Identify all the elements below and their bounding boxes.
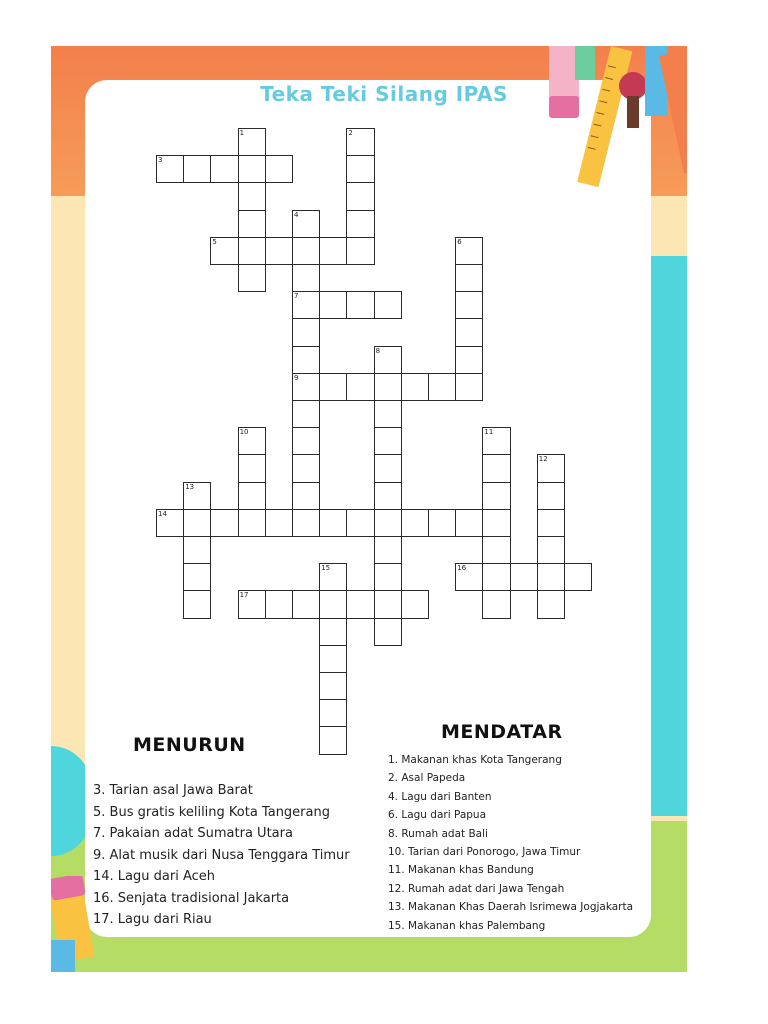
clue-item: 5. Bus gratis keliling Kota Tangerang: [93, 804, 330, 820]
grid-cell[interactable]: [183, 509, 211, 537]
grid-cell[interactable]: [482, 454, 510, 482]
clue-number: 11: [484, 428, 494, 437]
heading-mendatar: MENDATAR: [441, 721, 563, 743]
grid-cell[interactable]: [292, 346, 320, 374]
grid-cell[interactable]: [455, 346, 483, 374]
grid-cell[interactable]: [374, 563, 402, 591]
clue-number: 5: [212, 237, 217, 246]
grid-cell[interactable]: [374, 454, 402, 482]
clue-item: 16. Senjata tradisional Jakarta: [93, 890, 290, 906]
clue-number: 9: [294, 373, 299, 382]
grid-cell[interactable]: [455, 373, 483, 401]
grid-cell[interactable]: [346, 590, 374, 618]
grid-cell[interactable]: [346, 291, 374, 319]
clue-item: 14. Lagu dari Aceh: [93, 869, 215, 884]
grid-cell[interactable]: [455, 318, 483, 346]
grid-cell[interactable]: [428, 509, 456, 537]
grid-cell[interactable]: [346, 155, 374, 183]
clue-item: 15. Makanan khas Palembang: [388, 919, 546, 932]
grid-cell[interactable]: [238, 237, 266, 265]
grid-cell[interactable]: [319, 237, 347, 265]
grid-cell[interactable]: [319, 672, 347, 700]
grid-cell[interactable]: [455, 291, 483, 319]
grid-cell[interactable]: [319, 373, 347, 401]
grid-cell[interactable]: [265, 590, 293, 618]
clue-item: 9. Alat musik dari Nusa Tenggara Timur: [93, 847, 350, 863]
grid-cell[interactable]: [319, 699, 347, 727]
grid-cell[interactable]: [319, 618, 347, 646]
mendatar-clue-list: [388, 751, 633, 935]
grid-cell[interactable]: [537, 590, 565, 618]
grid-cell[interactable]: [428, 373, 456, 401]
grid-cell[interactable]: [564, 563, 592, 591]
grid-cell[interactable]: [482, 563, 510, 591]
grid-cell[interactable]: [482, 536, 510, 564]
grid-cell[interactable]: [238, 509, 266, 537]
grid-cell[interactable]: [374, 482, 402, 510]
page-title: Teka Teki Silang IPAS: [260, 82, 508, 106]
grid-cell[interactable]: [319, 291, 347, 319]
clue-item: 8. Rumah adat Bali: [388, 827, 488, 840]
grid-cell[interactable]: [537, 563, 565, 591]
grid-cell[interactable]: [292, 427, 320, 455]
grid-cell[interactable]: [374, 590, 402, 618]
clue-number: 6: [457, 237, 462, 246]
clue-number: 14: [158, 509, 167, 518]
clue-item: 1. Makanan khas Kota Tangerang: [388, 754, 562, 766]
grid-cell[interactable]: [238, 182, 266, 210]
grid-cell[interactable]: [238, 264, 266, 292]
grid-cell[interactable]: [374, 509, 402, 537]
clue-item: 7. Pakaian adat Sumatra Utara: [93, 826, 293, 841]
grid-cell[interactable]: [292, 509, 320, 537]
grid-cell[interactable]: [265, 237, 293, 265]
clue-item: 17. Lagu dari Riau: [93, 912, 212, 927]
clue-item: 11. Makanan khas Bandung: [388, 864, 534, 877]
grid-cell[interactable]: [292, 454, 320, 482]
grid-cell[interactable]: [401, 509, 429, 537]
grid-cell[interactable]: [319, 645, 347, 673]
grid-cell[interactable]: [482, 482, 510, 510]
clue-item: 10. Tarian dari Ponorogo, Jawa Timur: [388, 845, 581, 858]
grid-cell[interactable]: [401, 373, 429, 401]
clue-item: 6. Lagu dari Papua: [388, 809, 487, 822]
grid-cell[interactable]: [292, 590, 320, 618]
grid-cell[interactable]: [374, 291, 402, 319]
grid-cell[interactable]: [292, 482, 320, 510]
grid-cell[interactable]: [292, 400, 320, 428]
grid-cell[interactable]: [537, 482, 565, 510]
grid-cell[interactable]: [537, 509, 565, 537]
grid-cell[interactable]: [374, 400, 402, 428]
grid-cell[interactable]: [346, 509, 374, 537]
grid-cell[interactable]: [238, 210, 266, 238]
grid-cell[interactable]: [292, 264, 320, 292]
menurun-clue-list: [93, 780, 350, 931]
grid-cell[interactable]: [482, 509, 510, 537]
clue-number: 3: [158, 156, 163, 165]
clue-number: 7: [294, 292, 299, 301]
grid-cell[interactable]: [374, 536, 402, 564]
grid-cell[interactable]: [401, 590, 429, 618]
clue-number: 16: [457, 564, 467, 573]
grid-cell[interactable]: [346, 373, 374, 401]
clue-number: 15: [321, 564, 331, 573]
grid-cell[interactable]: [455, 509, 483, 537]
clue-number: 1: [239, 129, 245, 137]
grid-cell[interactable]: [374, 427, 402, 455]
grid-cell[interactable]: [374, 373, 402, 401]
heading-menurun: MENURUN: [133, 734, 246, 756]
grid-cell[interactable]: [183, 590, 211, 618]
grid-cell[interactable]: [374, 618, 402, 646]
clue-number: 2: [348, 129, 353, 137]
grid-cell[interactable]: [346, 182, 374, 210]
grid-cell[interactable]: [183, 563, 211, 591]
clue-number: 12: [538, 455, 548, 464]
grid-cell[interactable]: [265, 509, 293, 537]
grid-cell[interactable]: [346, 237, 374, 265]
grid-cell[interactable]: [265, 155, 293, 183]
grid-cell[interactable]: [238, 454, 266, 482]
grid-cell[interactable]: [238, 482, 266, 510]
clue-number: 10: [239, 428, 249, 437]
grid-cell[interactable]: [210, 509, 238, 537]
grid-cell[interactable]: [537, 536, 565, 564]
grid-cell[interactable]: [319, 590, 347, 618]
grid-cell[interactable]: [510, 563, 538, 591]
grid-cell[interactable]: [292, 237, 320, 265]
clue-item: 12. Rumah adat dari Jawa Tengah: [388, 882, 565, 895]
grid-cell[interactable]: [455, 264, 483, 292]
clue-item: 4. Lagu dari Banten: [388, 790, 492, 803]
grid-cell[interactable]: [210, 155, 238, 183]
pencil-icon: [541, 46, 687, 216]
clue-number: 17: [239, 591, 249, 600]
clue-number: 13: [185, 482, 195, 491]
grid-cell[interactable]: [346, 210, 374, 238]
grid-cell[interactable]: [183, 536, 211, 564]
grid-cell[interactable]: [292, 318, 320, 346]
grid-cell[interactable]: [482, 590, 510, 618]
clue-number: 4: [294, 210, 299, 219]
clue-number: 8: [375, 346, 381, 355]
clue-item: 3. Tarian asal Jawa Barat: [93, 783, 253, 798]
grid-cell[interactable]: [319, 509, 347, 537]
grid-cell[interactable]: [319, 726, 347, 754]
grid-cell[interactable]: [183, 155, 211, 183]
clue-item: 2. Asal Papeda: [388, 772, 466, 785]
clue-item: 13. Makanan Khas Daerah Isrimewa Jogjakarta: [388, 901, 634, 914]
grid-cell[interactable]: [238, 155, 266, 183]
